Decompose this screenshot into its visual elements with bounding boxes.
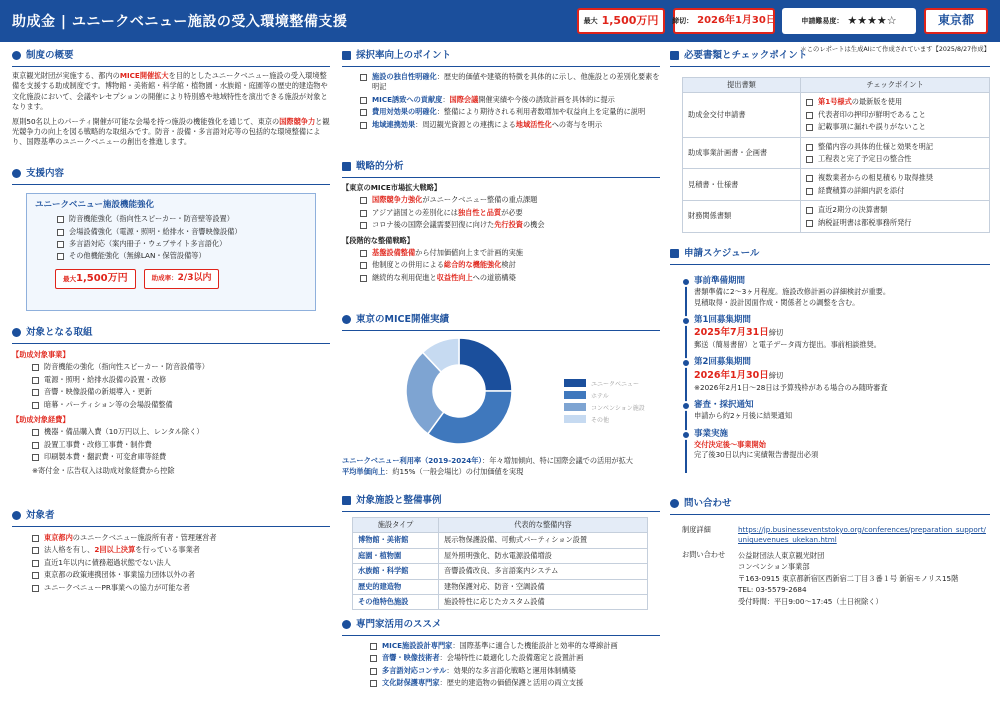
item-text-part: 経費積算の詳細内訳を添付 — [818, 185, 905, 195]
checkbox-icon — [360, 262, 367, 269]
improvement-cell: 音響設備改良、多言語案内システム — [439, 564, 648, 579]
item-text-part: 防音機能強化（指向性スピーカー・防音壁等設置） — [69, 214, 234, 224]
document-icon — [670, 51, 679, 60]
strategy-item — [360, 248, 660, 258]
timeline-dot-icon — [681, 358, 691, 368]
item-text-part: コロナ後の国際会議需要回復に向けた — [372, 220, 495, 230]
checkbox-icon — [806, 220, 813, 227]
item-text — [44, 427, 204, 437]
schedule-step — [670, 275, 990, 308]
checkbox-icon — [370, 668, 377, 675]
facility-type-cell: その他特色施設 — [353, 594, 439, 609]
item-text — [69, 227, 242, 237]
point-item — [360, 120, 660, 130]
item-text — [44, 375, 166, 385]
item-text — [69, 239, 226, 249]
schedule-step — [670, 399, 990, 422]
strategy-item — [360, 208, 660, 218]
contact-address: 〒163-0915 東京都新宿区西新宿二丁目３番１号 新宿モノリス15階 — [738, 573, 959, 583]
expert-item — [370, 641, 660, 651]
item-text — [69, 214, 234, 224]
support-box: ユニークベニュー施設機能強化 防音機能強化（指向性スピーカー・防音壁等設置） 会場設備強化（電源・照明・給排水・音響映像設備） 多言語対応（案内冊子・ウェブサイト多言語化） その他機能強化（無線LAN・保管設備等） 最大1,500万円 助成率：2/3以内 — [26, 193, 316, 311]
max-amount-badge: 最大 1,500万円 — [577, 8, 665, 34]
item-text — [818, 154, 911, 164]
eligible-item — [32, 545, 330, 555]
item-text — [44, 362, 209, 372]
item-text — [372, 220, 545, 230]
item-text-part: のユニークベニュー施設所有者・管理運営者 — [72, 532, 217, 542]
difficulty-badge: 申請難易度： ★★★★☆ — [782, 8, 916, 34]
facility-type-cell: 歴史的建造物 — [353, 579, 439, 594]
document-name-cell: 助成事業計画書・企画書 — [683, 137, 801, 169]
people-icon — [12, 511, 21, 520]
schedule-step — [670, 356, 990, 393]
document-name-cell: 財務関係書類 — [683, 201, 801, 233]
checkbox-icon — [806, 207, 813, 214]
schedule-step-title: 第2回募集期間 — [694, 357, 751, 368]
item-text-part: 会場設備強化（電源・照明・給排水・音響映像設備） — [69, 226, 242, 236]
targets-section: 対象となる取組 【助成対象事業】 防音機能の強化（指向性スピーカー・防音設備等） 電源・照明・給排水設備の設置・改修 音響・映像設備の新規導入・更新 暗幕・パーティション等の会場設備整備 【助成対象経費】 機器・備品購入費（10万円以上、レンタル除く） 設置工事費・改修工事費・制作費 印刷製本費・翻訳費・可変倉庫等経費 ※寄付金・広告収入は助成対象経費から控除 — [12, 326, 330, 476]
item-text — [372, 72, 660, 93]
item-text-part: 東京都の政策連携団体・事業協力団体以外の者 — [44, 570, 195, 580]
item-text-part: ：周辺観光資源との連携による — [415, 119, 516, 129]
item-text — [818, 142, 933, 152]
item-text — [818, 97, 902, 107]
item-text-part: ユニークベニューPR事業への協力が可能な者 — [44, 582, 190, 592]
legend-label: ユニークベニュー — [591, 380, 640, 388]
item-text-part: 代表者印の押印が鮮明であること — [818, 109, 926, 119]
item-text-part: 防音機能の強化（指向性スピーカー・防音設備等） — [44, 362, 209, 372]
item-text-part: 地域活性化 — [515, 119, 552, 129]
checkbox-icon — [32, 560, 39, 567]
contact-org: 公益財団法人東京観光財団 — [738, 550, 825, 560]
eligible-item — [32, 533, 330, 543]
item-text — [372, 260, 516, 270]
item-text-part: ：国際基準に適合した機能設計と効率的な導線計画 — [452, 640, 618, 650]
improvement-cell: 建物保護対応、防音・空調設備 — [439, 579, 648, 594]
item-text-part: 直近2期分の決算書類 — [818, 205, 888, 215]
item-text — [372, 195, 537, 205]
schedule-highlight: 交付決定後〜事業開始 — [694, 440, 766, 450]
checkpoint-item — [806, 205, 984, 215]
item-text — [372, 248, 523, 258]
item-text — [44, 545, 200, 555]
info-icon — [12, 51, 21, 60]
contact-icon — [670, 499, 679, 508]
item-text-part: 基盤設備整備 — [372, 247, 416, 257]
document-name-cell: 助成金交付申請書 — [683, 93, 801, 137]
checkbox-icon — [806, 112, 813, 119]
checkbox-icon — [57, 253, 64, 260]
item-text-part: 検討 — [501, 260, 516, 270]
item-text — [382, 653, 583, 663]
strategy-item — [360, 195, 660, 205]
building-icon — [342, 496, 351, 505]
table-row — [683, 93, 990, 137]
item-text-part: 収益性向上 — [436, 272, 473, 282]
table-row — [683, 169, 990, 201]
support-item — [57, 227, 307, 237]
item-text — [372, 208, 523, 218]
legend-label: コンベンション施設 — [591, 404, 645, 412]
checkbox-icon — [360, 275, 367, 282]
checkbox-icon — [57, 229, 64, 236]
improvement-cell: 施設特性に応じたカスタム設備 — [439, 594, 648, 609]
checkpoint-item — [806, 218, 984, 228]
item-text — [382, 666, 576, 676]
schedule-step-title: 審査・採択通知 — [694, 399, 754, 410]
item-text — [44, 533, 217, 543]
item-text — [44, 440, 152, 450]
item-text-part: 記載事項に漏れや誤りがないこと — [818, 122, 926, 132]
checkpoint-item — [806, 173, 984, 183]
date-suffix: 締切 — [768, 328, 784, 338]
support-rate-badge: 助成率：2/3以内 — [144, 269, 220, 290]
timeline-dot-icon — [681, 430, 691, 440]
timeline-dot-icon — [681, 316, 691, 326]
table-row — [353, 564, 648, 579]
checkbox-icon — [806, 156, 813, 163]
schedule-step-title: 事前準備期間 — [694, 275, 746, 286]
calendar-icon — [670, 249, 679, 258]
lightbulb-icon — [342, 51, 351, 60]
target-item — [32, 362, 330, 372]
checkpoint-item — [806, 142, 984, 152]
item-text-part: ：整備により期待される利用者数増加や収益向上を定量的に説明 — [436, 107, 646, 117]
facility-type-cell: 庭園・植物園 — [353, 548, 439, 563]
chart-line-icon — [342, 162, 351, 171]
date-suffix: 締切 — [768, 370, 784, 380]
checkpoint-item — [806, 110, 984, 120]
point-item — [360, 95, 660, 105]
facility-type-cell: 水族館・科学館 — [353, 564, 439, 579]
checkbox-icon — [32, 402, 39, 409]
checkpoint-cell — [801, 137, 990, 169]
improvement-cell: 屋外照明強化、防水電源設備増設 — [439, 548, 648, 563]
checkbox-icon — [806, 99, 813, 106]
table-row — [353, 548, 648, 563]
checkbox-icon — [360, 210, 367, 217]
expert-item — [370, 678, 660, 688]
item-text-part: その他機能強化（無線LAN・保管設備等） — [69, 251, 206, 261]
checkbox-icon — [32, 364, 39, 371]
strategy-item — [360, 220, 660, 230]
item-text-part: 複数業者からの相見積もり取得推奨 — [818, 173, 934, 183]
item-text-part: 暗幕・パーティション等の会場設備整備 — [44, 399, 173, 409]
checkbox-icon — [32, 454, 39, 461]
strategy-item — [360, 273, 660, 283]
expert-item — [370, 666, 660, 676]
item-text-part: 第1号様式 — [818, 97, 852, 107]
item-text-part: 地域連携効果 — [372, 119, 416, 129]
examples-table: 施設タイプ 代表的な整備内容 博物館・美術館 展示物保護設備、可動式パーティション設置 庭園・植物園 屋外照明強化、防水電源設備増設 水族館・科学館 音響設備改良、多言語案内システム 歴史的建造物 建物保護対応、防音・空調設備 その他特色施設 施設特性に応じたカスタム設備 — [352, 517, 648, 611]
item-text — [818, 218, 911, 228]
checkbox-icon — [360, 74, 367, 81]
item-text-part: 工程表と完了予定日の整合性 — [818, 153, 912, 163]
item-text — [44, 570, 195, 580]
header-bar — [0, 0, 1000, 42]
item-text — [382, 641, 618, 651]
timeline-dot-icon — [681, 277, 691, 287]
item-text-part: 納税証明書は都税事務所発行 — [818, 217, 912, 227]
item-text-part: がユニークベニュー整備の重点課題 — [422, 195, 538, 205]
checkbox-icon — [360, 97, 367, 104]
support-max-badge: 最大1,500万円 — [55, 269, 136, 290]
item-text-part: 費用対効果の明確化 — [372, 107, 437, 117]
item-text — [44, 558, 171, 568]
table-row — [353, 533, 648, 548]
strategy-item — [360, 260, 660, 270]
examples-section: 対象施設と整備事例 施設タイプ 代表的な整備内容 博物館・美術館 展示物保護設備、可動式パーティション設置 庭園・植物園 屋外照明強化、防水電源設備増設 水族館・科学館 音響設備改良、多言語案内システム 歴史的建造物 建物保護対応、防音・空調設備 その他特色施設 施設特性に応じたカスタム設備 — [342, 494, 660, 610]
item-text-part: ：歴史的価値や建築的特徴を具体的に示し、他施設との差別化要素を明記 — [372, 71, 660, 92]
checkpoint-cell — [801, 201, 990, 233]
item-text-part: 法人格を有し、 — [44, 545, 95, 555]
schedule-text: 書類準備に2〜3ヶ月程度。施設改修計画の詳細検討が重要。 — [694, 287, 891, 297]
checkbox-icon — [360, 109, 367, 116]
checkpoint-item — [806, 186, 984, 196]
checkpoint-cell — [801, 169, 990, 201]
item-text — [372, 95, 615, 105]
item-text-part: 先行投資 — [494, 220, 523, 230]
checkbox-icon — [32, 377, 39, 384]
item-text — [818, 110, 926, 120]
schedule-text: ※2026年2月1日〜28日は予算残枠がある場合のみ随時審査 — [694, 382, 888, 392]
expense-item — [32, 440, 330, 450]
checkbox-icon — [360, 222, 367, 229]
points-section: 採択率向上のポイント 施設の独自性明確化：歴史的価値や建築的特徴を具体的に示し、他施設との差別化要素を明記 MICE誘致への貢献度：国際会議開催実績や今後の誘致計画を具体的に提示 費用対効果の明確化：整備により期待される利用者数増加や収益向上を定量的に説明 地域連携効果：周辺観光資源との連携による地域活性化への寄与を明示 — [342, 49, 660, 132]
table-row — [683, 201, 990, 233]
expert-item — [370, 653, 660, 663]
schedule-step-title: 第1回募集期間 — [694, 314, 751, 325]
legend-label: その他 — [591, 416, 610, 424]
target-item — [32, 387, 330, 397]
target-icon — [12, 328, 21, 337]
item-text-part: 音響・映像設備の新規導入・更新 — [44, 387, 152, 397]
support-item — [57, 239, 307, 249]
checkbox-icon — [32, 389, 39, 396]
item-text-part: 国際会議 — [449, 94, 479, 104]
item-text-part: が必要 — [501, 207, 523, 217]
table-row — [353, 594, 648, 609]
region-badge: 東京都 — [924, 8, 988, 34]
schedule-date — [694, 326, 990, 340]
docs-table: 提出書類 チェックポイント 助成金交付申請書 第1号様式の最新版を使用 代表者印の押印が鮮明であること 記載事項に漏れや誤りがないこと 助成事業計画書・企画書 整備内容の具体的仕様と効果を明記 工程表と完了予定日の整合性 見積書・仕様書 複数業者からの相見積もり取得推奨 経費積算の詳細内訳を添付 財務関係書類 直近2期分の決算書類 納税証明書は都税事務所発行 — [682, 77, 990, 233]
checkbox-icon — [32, 442, 39, 449]
item-text — [818, 205, 887, 215]
checkbox-icon — [32, 547, 39, 554]
legend-swatch — [564, 415, 586, 423]
inquiry-label: お問い合わせ — [682, 549, 726, 559]
pie-chart-icon — [342, 315, 351, 324]
checkbox-icon — [360, 250, 367, 257]
item-text-part: の機会 — [522, 220, 545, 230]
mice-donut-chart — [342, 331, 660, 449]
schedule-date — [694, 369, 990, 383]
contact-tel[interactable]: TEL: 03-5579-2684 — [738, 585, 807, 595]
deadline-badge: 締切： 2026年1月30日 — [673, 8, 775, 34]
item-text-part: MICE施設設計専門家 — [382, 640, 453, 650]
item-text-part: 多言語対応コンサル — [382, 665, 447, 675]
item-text-part: 直近1年以内に債務超過状態でない法人 — [44, 557, 171, 567]
item-text — [69, 251, 206, 261]
item-text-part: 継続的な利用促進と — [372, 272, 437, 282]
point-item — [360, 72, 660, 93]
schedule-text: 完了後30日以内に実績報告書提出必須 — [694, 450, 819, 460]
detail-url-link[interactable]: https://jp.businesseventstokyo.org/conferences/preparation_support/uniquevenues_ukekan.html — [738, 524, 986, 545]
item-text-part: 他制度との併用による — [372, 260, 444, 270]
page-title: 助成金 | ユニークベニュー施設の受入環境整備支援 — [12, 14, 348, 30]
checkbox-icon — [32, 572, 39, 579]
item-text — [372, 273, 516, 283]
schedule-section: 申請スケジュール 事前準備期間 書類準備に2〜3ヶ月程度。施設改修計画の詳細検討が重要。 見積取得・設計図面作成・関係者との調整を含む。 第1回募集期間 2025年7月31日締切 郵送（簡易書留）と電子データ両方提出。事前相談推奨。 第2回募集期間 2026年1月30日締切 ※2026年2月1日〜28日は予算残枠がある場合のみ随時審査 審査・採択通知 申請から約2ヶ月後に結果通知 事業実施 交付決定後〜事業開始 完了後30日以内に実績報告書提出必須 — [670, 247, 990, 467]
item-text-part: 東京都内 — [44, 532, 73, 542]
point-item — [360, 107, 660, 117]
item-text-part: ：歴史的建造物の価値保護と活用の両立支援 — [439, 678, 584, 688]
handshake-icon — [12, 169, 21, 178]
legend-swatch — [564, 403, 586, 411]
target-item — [32, 400, 330, 410]
item-text — [818, 186, 904, 196]
support-section: 支援内容 ユニークベニュー施設機能強化 防音機能強化（指向性スピーカー・防音壁等設置） 会場設備強化（電源・照明・給排水・音響映像設備） 多言語対応（案内冊子・ウェブサイト多言語化） その他機能強化（無線LAN・保管設備等） 最大1,500万円 助成率：2/3以内 — [12, 167, 330, 311]
overview-section: 制度の概要 東京観光財団が実施する、都内のMICE開催拡大を目的としたユニークベニュー施設の受入環境整備を支援する助成制度です。博物館・美術館・科学館・植物園・水族館・庭園等の歴史的建造物や文化施設において、会議やレセプションの開催により特別感や地域特性を演出できる施設が対象となります。 原則50名以上のパーティ開催が可能な会場を持つ施設の機能強化を通じて、東京の国際競争力と観光競争力の向上を図る戦略的な取組みです。防音・設備・多言語対応等の包括的な環境整備により、国際基準のユニークベニューの創出を推進します。 — [12, 50, 330, 147]
checkbox-icon — [57, 241, 64, 248]
schedule-step — [670, 314, 990, 351]
item-text-part: 2回以上決算 — [94, 545, 136, 555]
checkbox-icon — [806, 144, 813, 151]
item-text-part: 音響・映像技術者 — [382, 653, 440, 663]
detail-label: 制度詳細 — [682, 524, 711, 534]
eligible-item — [32, 583, 330, 593]
checkpoint-item — [806, 122, 984, 132]
eligible-item — [32, 558, 330, 568]
item-text-part: の最新版を使用 — [851, 97, 903, 107]
checkpoint-item — [806, 97, 984, 107]
expense-item — [32, 427, 330, 437]
checkbox-icon — [32, 585, 39, 592]
schedule-step — [670, 428, 990, 461]
checkpoint-cell — [801, 93, 990, 137]
legend-swatch — [564, 391, 586, 399]
eligible-item — [32, 570, 330, 580]
item-text-part: 総合的な機能強化 — [443, 260, 502, 270]
item-text-part: 電源・照明・給排水設備の設置・改修 — [44, 374, 167, 384]
item-text-part: 開催実績や今後の誘致計画を具体的に提示 — [478, 94, 615, 104]
item-text-part: MICE誘致への貢献度 — [372, 94, 443, 104]
item-text-part: ：効果的な多言語化戦略と運用体制構築 — [446, 665, 576, 675]
item-text-part: への寄与を明示 — [551, 119, 603, 129]
ai-notice: ＊このレポートは生成AIにて作成されています【2025/8/27作成】 — [800, 46, 990, 53]
checkbox-icon — [360, 122, 367, 129]
target-item — [32, 375, 330, 385]
legend-swatch — [564, 379, 586, 387]
checkbox-icon — [32, 429, 39, 436]
item-text — [372, 107, 645, 117]
support-item — [57, 251, 307, 261]
strategy-section: 戦略的分析 【東京のMICE市場拡大戦略】 国際競争力強化がユニークベニュー整備の重点課題 アジア諸国との差別化には独自性と品質が必要 コロナ後の国際会議需要回復に向けた先行投資の機会 【段階的な整備戦略】 基盤設備整備から付加価値向上まで計画的実施 他制度との併用による総合的な機能強化検討 継続的な利用促進と収益性向上への道筋構築 — [342, 160, 660, 285]
contact-hours: 受付時間：平日9:00〜17:45（土日祝除く） — [738, 596, 883, 606]
item-text-part: への道筋構築 — [472, 272, 516, 282]
item-text-part: 多言語対応（案内冊子・ウェブサイト多言語化） — [69, 238, 227, 248]
schedule-text: 郵送（簡易書留）と電子データ両方提出。事前相談推奨。 — [694, 340, 881, 350]
item-text-part: 整備内容の具体的仕様と効果を明記 — [818, 141, 934, 151]
contact-section: 問い合わせ 制度詳細 https://jp.businesseventstokyo.org/conferences/preparation_support/uniquevenues_ukekan.html お問い合わせ 公益財団法人東京観光財団 コンベンション事業部 〒163-0915 東京都新宿区西新宿二丁目３番１号 新宿モノリス15階 TEL: 03-5579-2684 受付時間：平日9:00〜17:45（土日祝除く） — [670, 497, 990, 607]
item-text-part: 機器・備品購入費（10万円以上、レンタル除く） — [44, 427, 204, 437]
item-text-part: 設置工事費・改修工事費・制作費 — [44, 439, 152, 449]
improvement-cell: 展示物保護設備、可動式パーティション設置 — [439, 533, 648, 548]
legend-label: ホテル — [591, 392, 609, 400]
item-text-part: アジア諸国との差別化には — [372, 207, 458, 217]
checkbox-icon — [806, 124, 813, 131]
eligible-section: 対象者 東京都内のユニークベニュー施設所有者・管理運営者 法人格を有し、2回以上決算を行っている事業者 直近1年以内に債務超過状態でない法人 東京都の政策連携団体・事業協力団体以外の者 ユニークベニューPR事業への協力が可能な者 — [12, 509, 330, 595]
item-text-part: を行っている事業者 — [135, 545, 200, 555]
item-text-part: ： — [442, 94, 450, 104]
docs-section: 必要書類とチェックポイント ＊このレポートは生成AIにて作成されています【2025/8/27作成】 提出書類 チェックポイント 助成金交付申請書 第1号様式の最新版を使用 代表者印の押印が鮮明であること 記載事項に漏れや誤りがないこと 助成事業計画書・企画書 整備内容の具体的仕様と効果を明記 工程表と完了予定日の整合性 見積書・仕様書 複数業者からの相見積もり取得推奨 経費積算の詳細内訳を添付 財務関係書類 直近2期分の決算書類 納税証明書は都税事務所発行 — [670, 49, 990, 233]
checkbox-icon — [370, 655, 377, 662]
item-text-part: 国際競争力強化 — [372, 195, 423, 205]
checkbox-icon — [370, 643, 377, 650]
item-text-part: ：会場特性に最適化した設備選定と設置計画 — [439, 653, 584, 663]
item-text — [818, 173, 933, 183]
schedule-step-title: 事業実施 — [694, 428, 729, 439]
schedule-text: 見積取得・設計図面作成・関係者との調整を含む。 — [694, 297, 860, 307]
item-text — [372, 120, 602, 130]
timeline-dot-icon — [681, 401, 691, 411]
checkbox-icon — [57, 216, 64, 223]
facility-type-cell: 博物館・美術館 — [353, 533, 439, 548]
checkbox-icon — [370, 680, 377, 687]
expert-icon — [342, 620, 351, 629]
table-row — [353, 579, 648, 594]
item-text — [44, 387, 152, 397]
date-value: 2026年1月30日 — [694, 369, 769, 381]
document-name-cell: 見積書・仕様書 — [683, 169, 801, 201]
experts-section: 専門家活用のススメ MICE施設設計専門家：国際基準に適合した機能設計と効率的な導線計画 音響・映像技術者：会場特性に最適化した設備選定と設置計画 多言語対応コンサル：効果的な多言語化戦略と運用体制構築 文化財保護専門家：歴史的建造物の価値保護と活用の両立支援 — [342, 618, 660, 691]
donut-slice-0 — [459, 338, 512, 391]
checkpoint-item — [806, 154, 984, 164]
checkbox-icon — [32, 535, 39, 542]
table-row — [683, 137, 990, 169]
support-item — [57, 214, 307, 224]
item-text-part: 印刷製本費・翻訳費・可変倉庫等経費 — [44, 452, 167, 462]
checkbox-icon — [360, 197, 367, 204]
checkbox-icon — [806, 175, 813, 182]
item-text-part: 施設の独自性明確化 — [372, 71, 437, 81]
mice-section: 東京のMICE開催実績 ユニークベニュー ホテル コンベンション施設 その他 ユニークベニュー利用率（2019-2024年）：年々増加傾向、特に国際会議での活用が拡大 平均単価向上：約15%（一般会場比）の付加価値を実現 — [342, 313, 660, 477]
item-text — [44, 400, 173, 410]
item-text-part: から付加価値向上まで計画的実施 — [415, 247, 523, 257]
expense-item — [32, 452, 330, 462]
checkbox-icon — [806, 188, 813, 195]
schedule-text: 申請から約2ヶ月後に結果通知 — [694, 411, 793, 421]
item-text — [44, 583, 190, 593]
contact-dept: コンベンション事業部 — [738, 562, 810, 572]
item-text-part: 文化財保護専門家 — [382, 678, 440, 688]
item-text — [382, 678, 583, 688]
item-text-part: 独自性と品質 — [457, 207, 502, 217]
date-value: 2025年7月31日 — [694, 327, 769, 339]
item-text — [44, 452, 166, 462]
item-text — [818, 122, 926, 132]
